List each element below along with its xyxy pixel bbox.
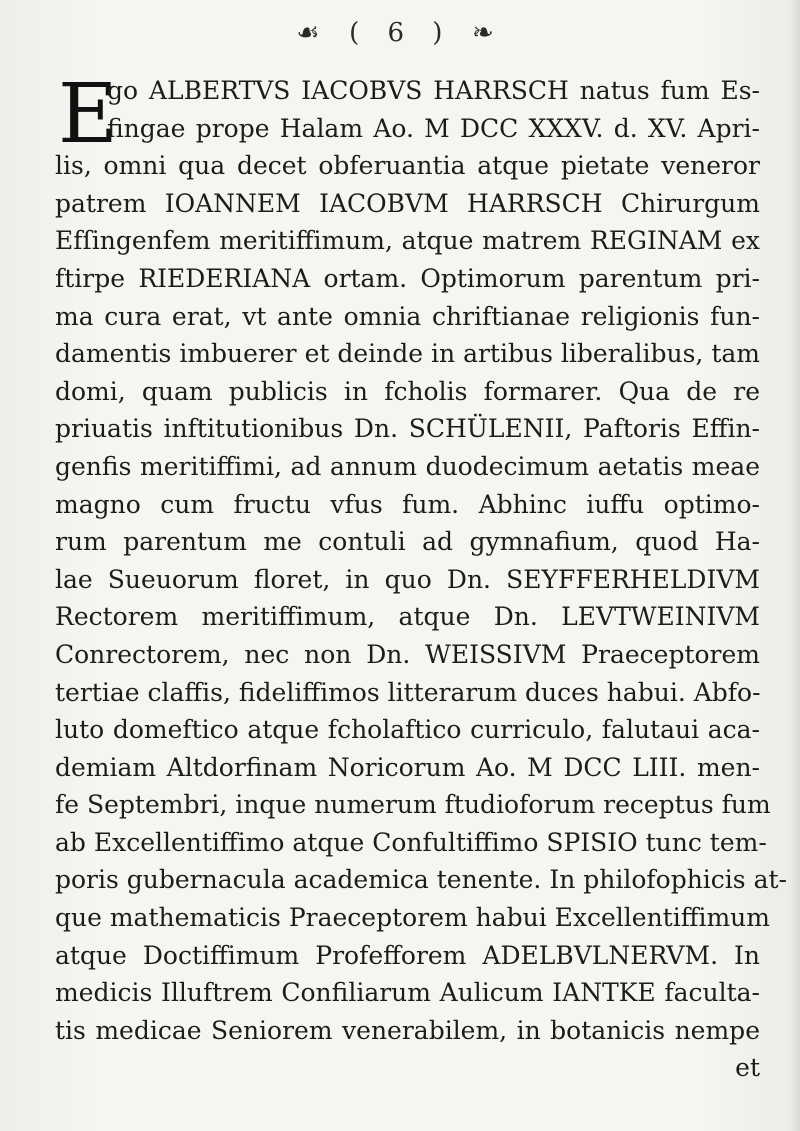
text-line: Conrectorem, nec non Dn. WEISSIVM Praeceptorem [55, 639, 760, 669]
text-line: ab Excellentiffimo atque Confultiffimo SPISIO tunc tem- [55, 827, 767, 857]
text-line: medicis Illuftrem Confiliarum Aulicum IANTKE faculta- [55, 978, 760, 1008]
text-line: magno cum fructu vfus fum. Abhinc iuffu optimo- [55, 489, 760, 519]
text-line: patrem IOANNEM IACOBVM HARRSCH Chirurgum [55, 188, 760, 218]
text-line: ftirpe RIEDERIANA ortam. Optimorum parentum pri- [55, 263, 760, 293]
text-line: luto domeftico atque fcholaftico curriculo, falutaui aca- [55, 715, 760, 745]
text-line: Efſingenfem meritiffimum, atque matrem REGINAM ex [55, 226, 760, 256]
text-line: lis, omni qua decet obferuantia atque pietate veneror [55, 151, 760, 181]
text-line: Rectorem meritiffimum, atque Dn. LEVTWEINIVM [55, 602, 760, 632]
ornament-right-icon: ❧ [471, 18, 504, 48]
text-line: ma cura erat, vt ante omnia chriftianae religionis fun- [55, 301, 760, 331]
text-line: priuatis inftitutionibus Dn. SCHÜLENII, Paftoris Effin- [55, 414, 760, 444]
text-line: lae Sueuorum floret, in quo Dn. SEYFFERHELDIVM [55, 564, 760, 594]
drop-capital: E [58, 67, 118, 162]
text-line: que mathematicis Praeceptorem habui Excellentiffimum [55, 903, 770, 933]
text-line: go ALBERTVS IACOBVS HARRSCH natus fum Es- [107, 76, 760, 105]
body-text [55, 67, 787, 1087]
text-line: genfis meritiffimi, ad annum duodecimum aetatis meae [55, 451, 760, 481]
text-line: poris gubernacula academica tenente. In philofophicis at- [55, 865, 787, 895]
text-line: tertiae claffis, fideliffimos litterarum duces habui. Abfo- [55, 677, 761, 707]
catchword: et [735, 1053, 760, 1083]
text-line: fe Septembri, inque numerum ftudioforum receptus fum [55, 790, 771, 820]
page-header [0, 14, 800, 64]
text-line: damentis imbuerer et deinde in artibus liberalibus, tam [55, 339, 760, 369]
text-line: tis medicae Seniorem venerabilem, in botanicis nempe [55, 1015, 760, 1045]
text-line: fingae prope Halam Ao. M DCC XXXV. d. XV. Apri- [107, 113, 760, 143]
page-edge-shadow [790, 0, 800, 1131]
page-number: ( 6 ) [349, 18, 453, 48]
text-line: domi, quam publicis in fcholis formarer. Qua de re [55, 376, 760, 406]
text-line: demiam Altdorfinam Noricorum Ao. M DCC LIII. men- [55, 752, 760, 782]
text-line: rum parentum me contuli ad gymnafium, quod Ha- [55, 527, 760, 557]
ornament-left-icon: ☙ [296, 18, 330, 48]
text-line: atque Doctiffimum Profefforem ADELBVLNERVM. In [55, 940, 760, 970]
